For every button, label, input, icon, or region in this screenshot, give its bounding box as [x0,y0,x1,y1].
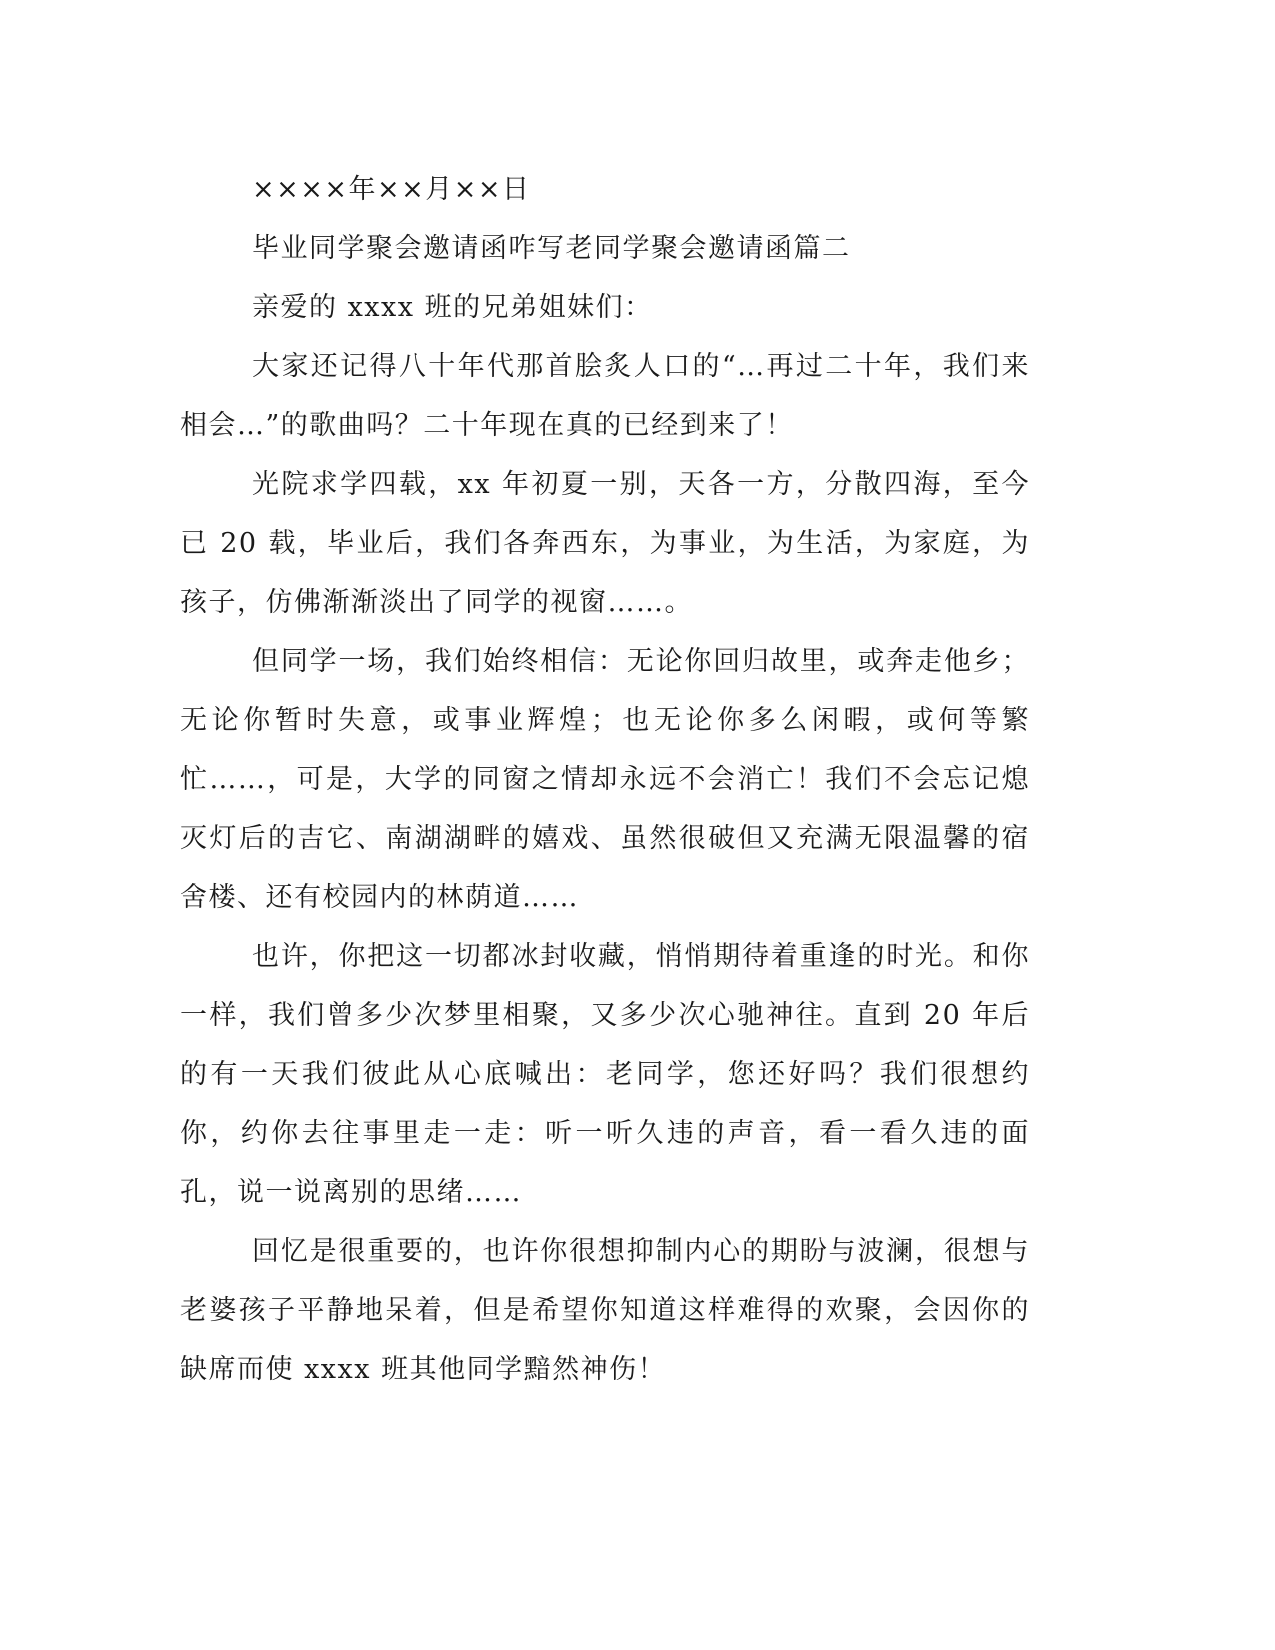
paragraph-friendship: 但同学一场，我们始终相信：无论你回归故里，或奔走他乡；无论你暂时失意，或事业辉煌；也无论你多么闲暇，或何等繁忙……，可是，大学的同窗之情却永远不会消亡！我们不会忘记熄灭灯后的吉它、南湖湖畔的嬉戏、虽然很破但又充满无限温馨的宿舍楼、还有校园内的林荫道…… [180,646,1030,913]
paragraph-reunion-song: 大家还记得八十年代那首脍炙人口的“…再过二十年，我们来相会…”的歌曲吗？二十年现在真的已经到来了！ [180,351,1030,441]
paragraph-study-years: 光院求学四载，xx 年初夏一别，天各一方，分散四海，至今已 20 载，毕业后，我们各奔西东，为事业，为生活，为家庭，为孩子，仿佛渐渐淡出了同学的视窗……。 [180,469,1030,618]
paragraph-longing: 也许，你把这一切都冰封收藏，悄悄期待着重逢的时光。和你一样，我们曾多少次梦里相聚，又多少次心驰神往。直到 20 年后的有一天我们彼此从心底喊出：老同学，您还好吗？我们很想约你，约你去往事里走一走：听一听久违的声音，看一看久违的面孔，说一说离别的思绪…… [180,941,1030,1208]
salutation: 亲爱的 xxxx 班的兄弟姐妹们： [252,292,653,323]
document-body [180,160,1030,1399]
date-line: ××××年××月××日 [252,174,531,205]
document-title: 毕业同学聚会邀请函咋写老同学聚会邀请函篇二 [252,233,851,264]
paragraph-memories: 回忆是很重要的，也许你很想抑制内心的期盼与波澜，很想与老婆孩子平静地呆着，但是希望你知道这样难得的欢聚，会因你的缺席而使 xxxx 班其他同学黯然神伤！ [180,1236,1030,1385]
